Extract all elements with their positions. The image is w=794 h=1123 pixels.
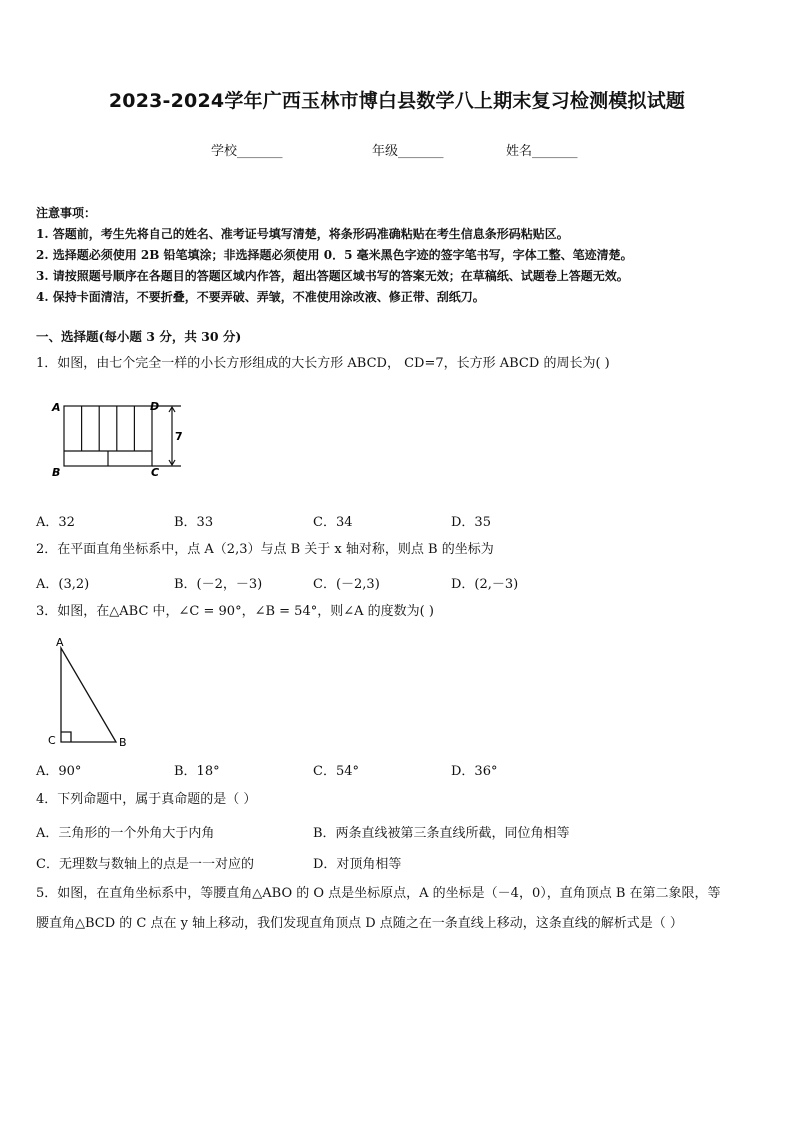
q3-option-b[interactable]: B．18° [174, 764, 220, 779]
note-item: 1. 答题前，考生先将自己的姓名、准考证号填写清楚，将条形码准确粘贴在考生信息条形码粘贴区。 [36, 227, 569, 241]
q1-option-d[interactable]: D．35 [451, 515, 491, 530]
q4-option-a[interactable]: A．三角形的一个外角大于内角 [36, 826, 215, 841]
q3-option-a[interactable]: A．90° [36, 764, 82, 779]
q4-option-c[interactable]: C．无理数与数轴上的点是一一对应的 [36, 857, 254, 872]
label-c: C [151, 466, 160, 479]
q2-option-b[interactable]: B．(－2，－3) [174, 577, 263, 592]
q3-option-d[interactable]: D．36° [451, 764, 498, 779]
notes-section [36, 203, 633, 308]
question-5 [36, 882, 758, 936]
label-b: B [119, 736, 127, 749]
label-d: D [150, 400, 160, 413]
exam-title: 2023-2024学年广西玉林市博白县数学八上期末复习检测模拟试题 [108, 90, 686, 112]
section-heading: 一、选择题(每小题 3 分，共 30 分) [36, 329, 242, 344]
label-c: C [48, 734, 56, 747]
note-item: 2. 选择题必须使用 2B 铅笔填涂；非选择题必须使用 0．5 毫米黑色字迹的签字笔书写，字体工整、笔迹清楚。 [36, 248, 633, 262]
q3-triangle-figure [44, 636, 144, 752]
label-b: B [52, 466, 61, 479]
q1-option-b[interactable]: B．33 [174, 515, 214, 530]
question-3: 3．如图，在△ABC 中，∠C = 90°，∠B = 54°，则∠A 的度数为( ) [36, 604, 434, 619]
q4-option-b[interactable]: B．两条直线被第三条直线所截，同位角相等 [313, 826, 570, 841]
notes-heading: 注意事项： [36, 206, 97, 220]
q4-option-d[interactable]: D．对顶角相等 [313, 857, 402, 872]
note-item: 3. 请按照题号顺序在各题目的答题区域内作答，超出答题区域书写的答案无效；在草稿纸、试题卷上答题无效。 [36, 269, 629, 283]
label-a: A [52, 401, 61, 414]
q1-option-a[interactable]: A．32 [36, 515, 75, 530]
label-length: 7 [175, 430, 183, 443]
q1-option-c[interactable]: C．34 [313, 515, 353, 530]
question-5-line-2: 腰直角△BCD 的 C 点在 y 轴上移动，我们发现直角顶点 D 点随之在一条直线上移动，这条直线的解析式是（ ） [36, 916, 683, 931]
school-field[interactable]: 学校_______ [211, 144, 283, 159]
question-1: 1．如图，由七个完全一样的小长方形组成的大长方形 ABCD， CD=7，长方形 ABCD 的周长为( ) [36, 356, 610, 371]
note-item: 4. 保持卡面清洁，不要折叠，不要弄破、弄皱，不准使用涂改液、修正带、刮纸刀。 [36, 290, 485, 304]
q1-rectangle-figure [44, 396, 194, 480]
question-2: 2．在平面直角坐标系中，点 A（2,3）与点 B 关于 x 轴对称，则点 B 的坐标为 [36, 542, 494, 557]
question-4: 4．下列命题中，属于真命题的是（ ） [36, 792, 257, 807]
name-field[interactable]: 姓名_______ [506, 144, 578, 159]
question-5-line-1: 5．如图，在直角坐标系中，等腰直角△ABO 的 O 点是坐标原点，A 的坐标是（－4，0），直角顶点 B 在第二象限，等 [36, 886, 721, 901]
q2-option-a[interactable]: A．(3,2) [36, 577, 90, 592]
q3-option-c[interactable]: C．54° [313, 764, 359, 779]
grade-field[interactable]: 年级_______ [372, 144, 444, 159]
label-a: A [56, 636, 64, 649]
q2-option-d[interactable]: D．(2,－3) [451, 577, 519, 592]
q2-option-c[interactable]: C．(－2,3) [313, 577, 380, 592]
